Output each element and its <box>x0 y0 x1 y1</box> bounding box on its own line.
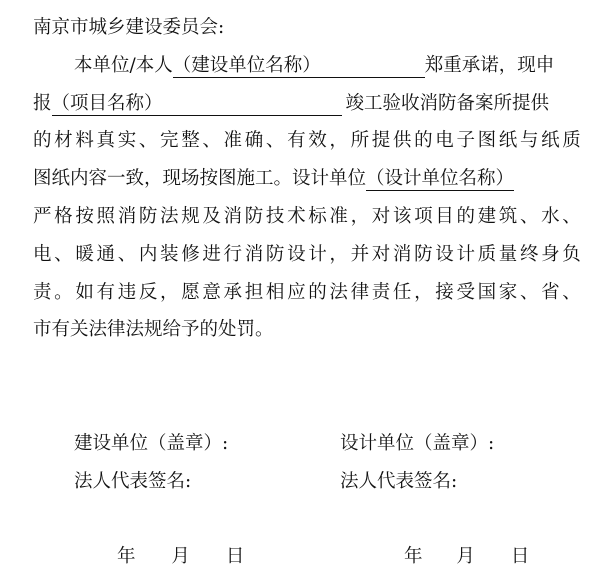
paragraph-line-6: 电 、 暖 通 、 内 装 修 进 行 消 防 设 计 ， 并 对 消 防 设 计 质 量 终 身 负 <box>33 244 581 265</box>
design-unit-rep-signature-label: 法人代表签名: <box>340 471 458 492</box>
addressee: 南京市城乡建设委员会: <box>33 17 225 38</box>
line1-prefix: 本单位/本人 <box>74 55 173 76</box>
design-unit-seal-label: 设计单位（盖章）: <box>340 433 495 454</box>
paragraph-line-7: 责 。 如 有 违 反 ， 愿 意 承 担 相 应 的 法 律 责 任 ， 接 受 国 家 、 省 、 <box>33 282 581 303</box>
paragraph-line-4 <box>33 167 514 191</box>
construction-unit-seal-label: 建设单位（盖章）: <box>74 433 229 454</box>
paragraph-line-3: 的 材 料 真 实 、 完 整 、 准 确 、 有 效 ， 所 提 供 的 电 子 图 纸 与 纸 质 <box>33 130 581 151</box>
construction-unit-name-blank: （建设单位名称） <box>173 55 425 78</box>
project-name-blank: （项目名称） <box>52 93 342 116</box>
line2-suffix: 竣工验收消防备案所提供 <box>345 93 550 114</box>
paragraph-line-5: 严 格 按 照 消 防 法 规 及 消 防 技 术 标 准 ， 对 该 项 目 的 建 筑 、 水 、 <box>33 206 581 227</box>
paragraph-line-2 <box>33 92 549 116</box>
paragraph-line-1 <box>74 54 554 78</box>
line2-prefix: 报 <box>33 93 52 114</box>
line1-suffix: 郑重承诺，现申 <box>424 55 555 76</box>
year-label: 年 <box>404 546 423 567</box>
day-label: 日 <box>225 546 245 567</box>
month-label: 月 <box>171 546 190 567</box>
line4-prefix: 图纸内容一致，现场按图施工。设计单位 <box>33 168 367 189</box>
design-unit-name-blank: （设计单位名称） <box>366 168 515 189</box>
construction-unit-rep-signature-label: 法人代表签名: <box>74 471 192 492</box>
day-label: 日 <box>510 546 530 567</box>
month-label: 月 <box>456 546 475 567</box>
paragraph-line-8: 市有关法律法规给予的处罚。 <box>33 319 274 340</box>
year-label: 年 <box>117 546 136 567</box>
construction-unit-date <box>117 545 244 569</box>
design-unit-date <box>404 545 529 569</box>
